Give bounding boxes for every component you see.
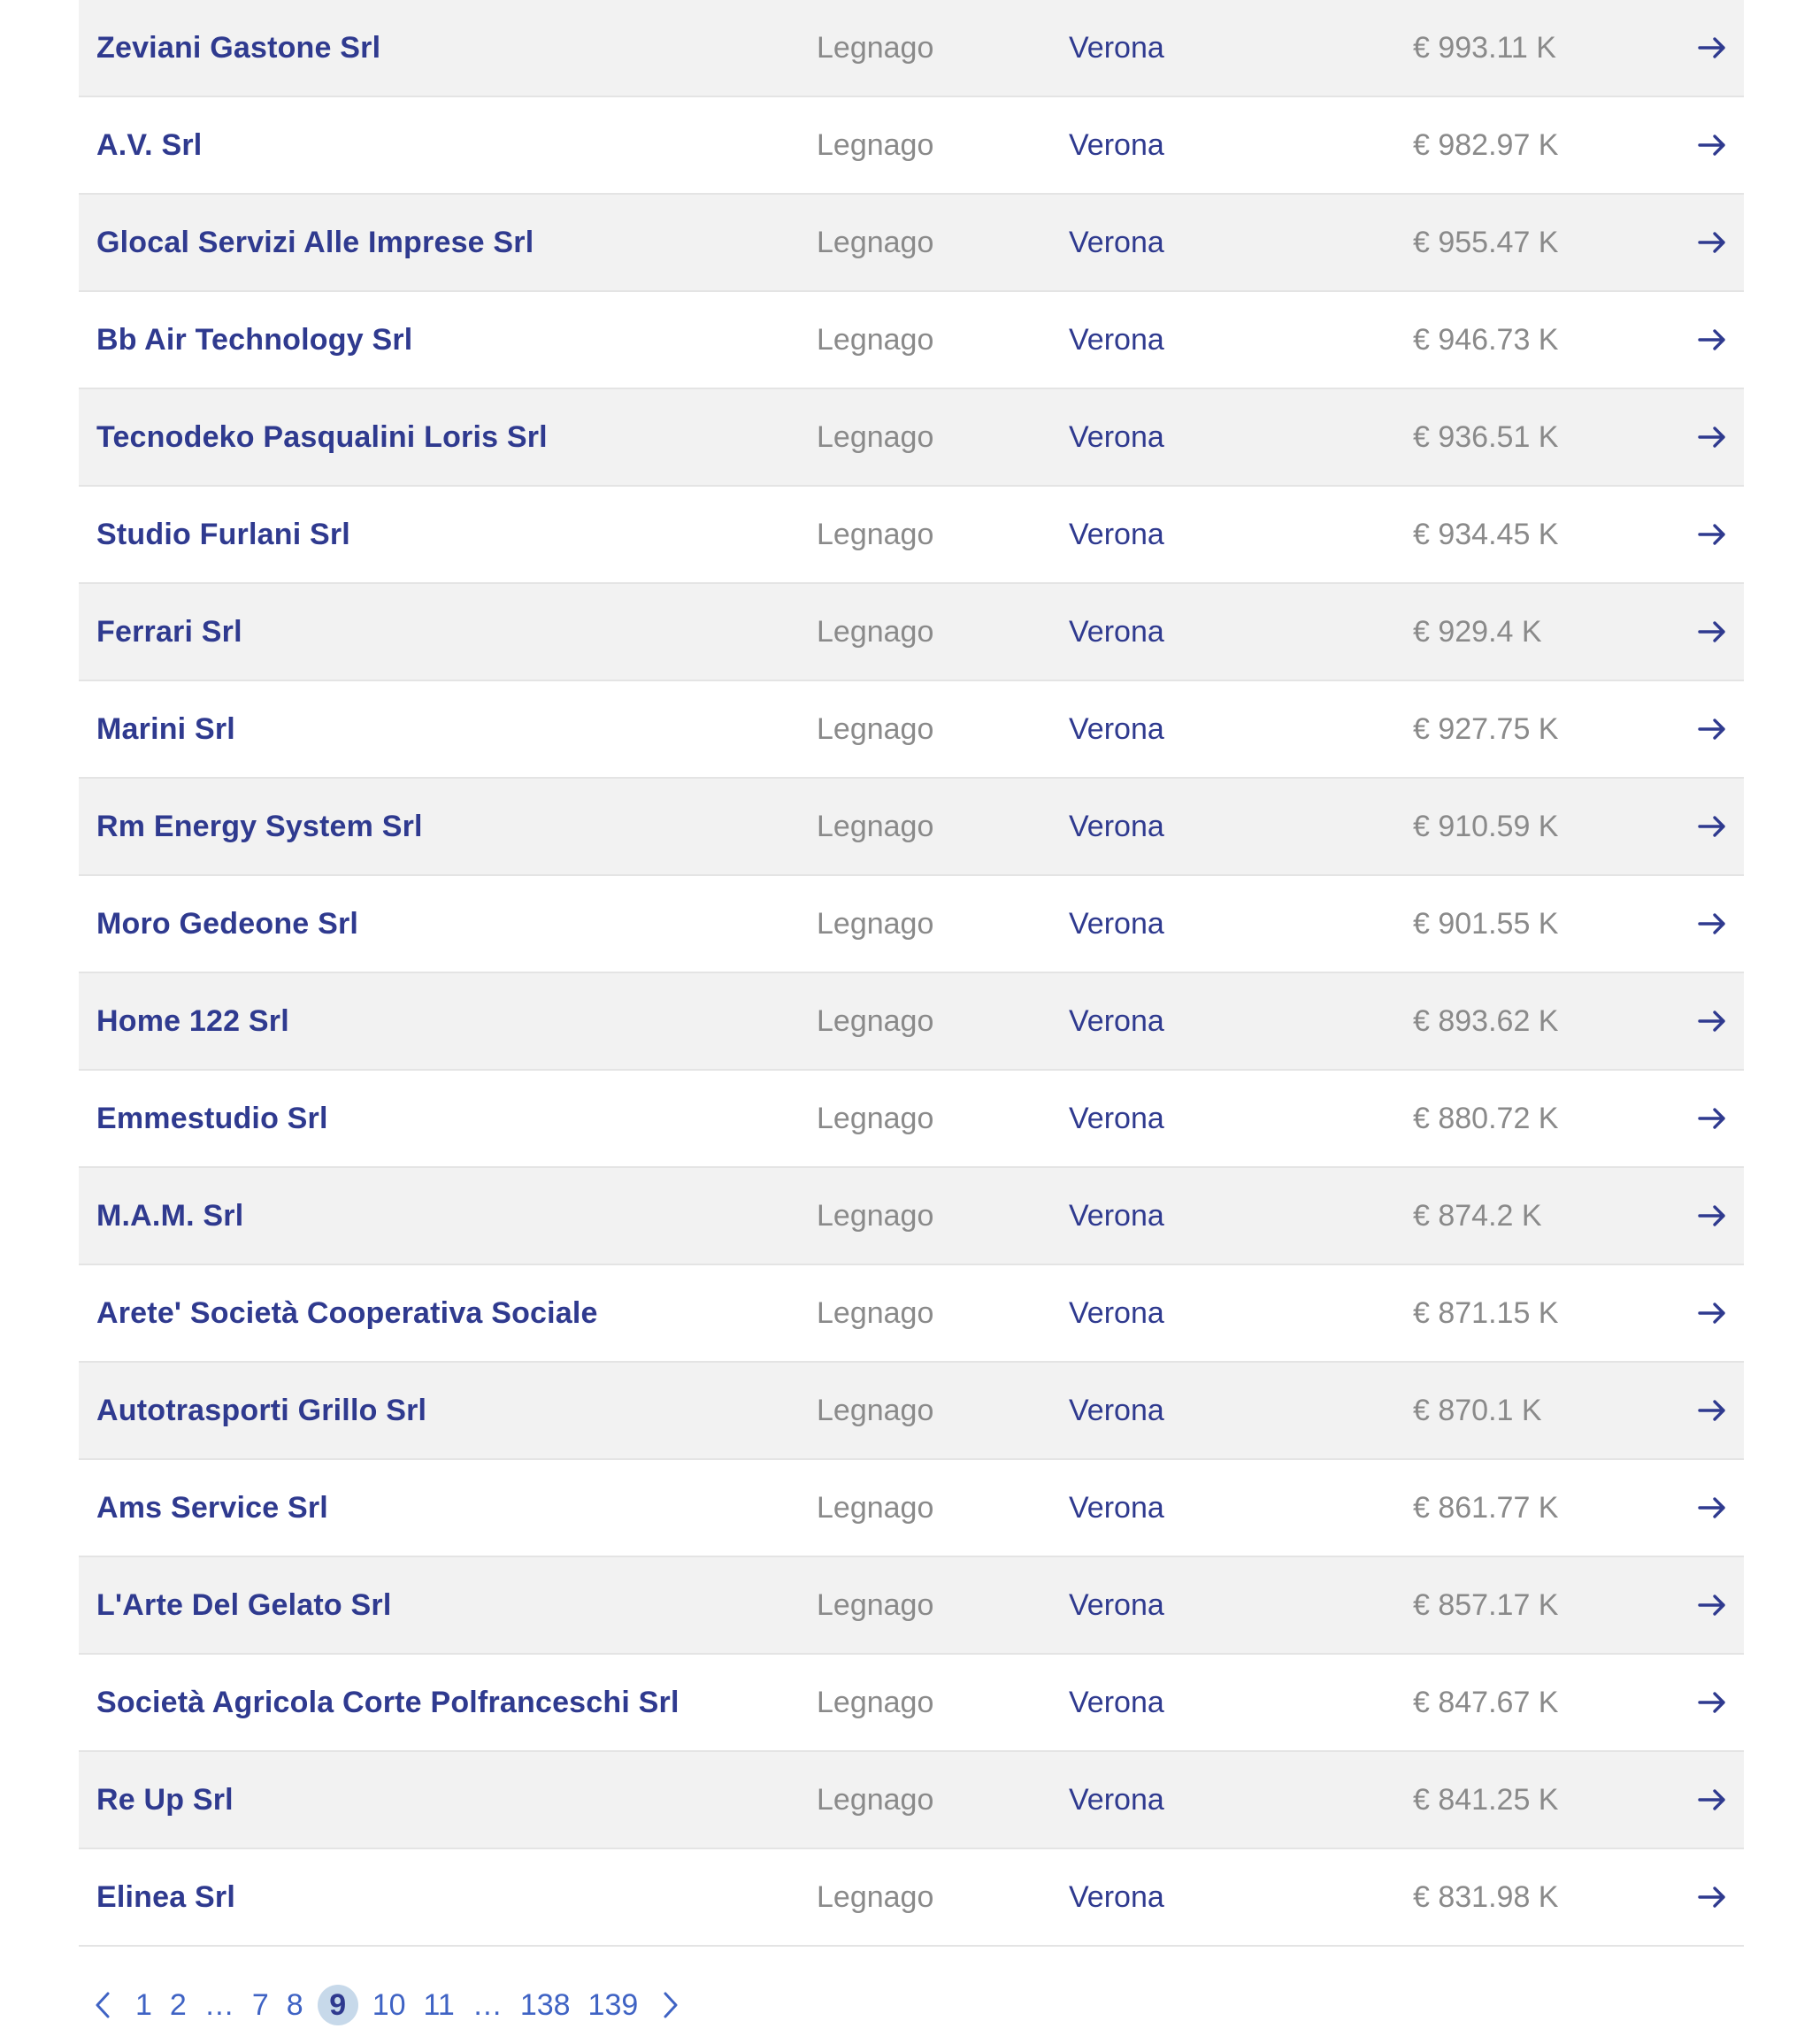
- company-city: Legnago: [817, 906, 934, 941]
- company-revenue: € 936.51 K: [1413, 419, 1559, 454]
- company-name[interactable]: Moro Gedeone Srl: [96, 906, 359, 941]
- table-row[interactable]: [79, 1071, 1744, 1168]
- company-revenue: € 870.1 K: [1413, 1393, 1542, 1427]
- company-name[interactable]: Ferrari Srl: [96, 614, 242, 649]
- company-city: Legnago: [817, 322, 934, 357]
- company-province: Verona: [1069, 614, 1164, 649]
- company-revenue: € 927.75 K: [1413, 711, 1559, 746]
- arrow-right-icon[interactable]: [1694, 584, 1730, 680]
- table-row[interactable]: [79, 1265, 1744, 1363]
- company-name[interactable]: Tecnodeko Pasqualini Loris Srl: [96, 419, 548, 454]
- company-revenue: € 982.97 K: [1413, 127, 1559, 162]
- company-province: Verona: [1069, 1003, 1164, 1038]
- company-province: Verona: [1069, 1782, 1164, 1817]
- company-province: Verona: [1069, 517, 1164, 551]
- company-province: Verona: [1069, 322, 1164, 357]
- company-name[interactable]: L'Arte Del Gelato Srl: [96, 1587, 392, 1622]
- table-row[interactable]: [79, 97, 1744, 195]
- company-province: Verona: [1069, 711, 1164, 746]
- table-row[interactable]: [79, 584, 1744, 681]
- company-rows: [79, 0, 1744, 1947]
- page-link[interactable]: 2: [169, 1987, 187, 2022]
- company-city: Legnago: [817, 1393, 934, 1427]
- table-row[interactable]: [79, 1752, 1744, 1849]
- company-name[interactable]: Zeviani Gastone Srl: [96, 30, 381, 65]
- company-province: Verona: [1069, 419, 1164, 454]
- company-revenue: € 910.59 K: [1413, 809, 1559, 843]
- arrow-right-icon[interactable]: [1694, 1168, 1730, 1264]
- arrow-right-icon[interactable]: [1694, 195, 1730, 290]
- company-name[interactable]: A.V. Srl: [96, 127, 203, 162]
- arrow-right-icon[interactable]: [1694, 1265, 1730, 1361]
- company-city: Legnago: [817, 1295, 934, 1330]
- company-revenue: € 946.73 K: [1413, 322, 1559, 357]
- table-row[interactable]: [79, 0, 1744, 97]
- page-link[interactable]: 1: [135, 1987, 152, 2022]
- company-province: Verona: [1069, 1393, 1164, 1427]
- company-revenue: € 934.45 K: [1413, 517, 1559, 551]
- table-row[interactable]: [79, 779, 1744, 876]
- company-city: Legnago: [817, 711, 934, 746]
- company-revenue: € 841.25 K: [1413, 1782, 1559, 1817]
- table-row[interactable]: [79, 1363, 1744, 1460]
- company-province: Verona: [1069, 127, 1164, 162]
- company-city: Legnago: [817, 1101, 934, 1135]
- company-city: Legnago: [817, 614, 934, 649]
- company-province: Verona: [1069, 1101, 1164, 1135]
- company-city: Legnago: [817, 1782, 934, 1817]
- arrow-right-icon[interactable]: [1694, 1460, 1730, 1556]
- arrow-right-icon[interactable]: [1694, 1557, 1730, 1653]
- company-province: Verona: [1069, 906, 1164, 941]
- company-city: Legnago: [817, 1490, 934, 1525]
- table-row[interactable]: [79, 195, 1744, 292]
- company-province: Verona: [1069, 1685, 1164, 1719]
- company-revenue: € 901.55 K: [1413, 906, 1559, 941]
- company-name[interactable]: M.A.M. Srl: [96, 1198, 244, 1233]
- company-province: Verona: [1069, 809, 1164, 843]
- company-province: Verona: [1069, 225, 1164, 259]
- company-province: Verona: [1069, 1295, 1164, 1330]
- page-current[interactable]: 9: [318, 1985, 358, 2025]
- pagination: [79, 1971, 695, 2039]
- company-revenue: € 929.4 K: [1413, 614, 1542, 649]
- table-row[interactable]: [79, 681, 1744, 779]
- page-link[interactable]: 138: [519, 1987, 571, 2022]
- arrow-right-icon[interactable]: [1694, 779, 1730, 874]
- page-link[interactable]: 10: [372, 1987, 406, 2022]
- company-revenue: € 831.98 K: [1413, 1879, 1559, 1914]
- company-table: [79, 0, 1744, 1947]
- arrow-right-icon[interactable]: [1694, 876, 1730, 972]
- arrow-right-icon[interactable]: [1694, 1849, 1730, 1945]
- arrow-right-icon[interactable]: [1694, 0, 1730, 96]
- table-row[interactable]: [79, 389, 1744, 487]
- company-revenue: € 861.77 K: [1413, 1490, 1559, 1525]
- company-city: Legnago: [817, 1685, 934, 1719]
- company-revenue: € 874.2 K: [1413, 1198, 1542, 1233]
- company-name[interactable]: Autotrasporti Grillo Srl: [96, 1393, 427, 1427]
- company-name[interactable]: Bb Air Technology Srl: [96, 322, 413, 357]
- chevron-left-icon[interactable]: [93, 1990, 112, 2020]
- table-row[interactable]: [79, 1557, 1744, 1655]
- page-ellipsis: …: [203, 1987, 234, 2022]
- company-city: Legnago: [817, 517, 934, 551]
- company-city: Legnago: [817, 30, 934, 65]
- table-row[interactable]: [79, 1655, 1744, 1752]
- table-row[interactable]: [79, 487, 1744, 584]
- company-name[interactable]: Studio Furlani Srl: [96, 517, 350, 551]
- company-city: Legnago: [817, 1003, 934, 1038]
- company-city: Legnago: [817, 1198, 934, 1233]
- company-province: Verona: [1069, 1587, 1164, 1622]
- company-revenue: € 871.15 K: [1413, 1295, 1559, 1330]
- arrow-right-icon[interactable]: [1694, 97, 1730, 193]
- arrow-right-icon[interactable]: [1694, 1071, 1730, 1166]
- company-city: Legnago: [817, 225, 934, 259]
- company-name[interactable]: Società Agricola Corte Polfranceschi Srl: [96, 1685, 680, 1719]
- company-name[interactable]: Arete' Società Cooperativa Sociale: [96, 1295, 598, 1330]
- arrow-right-icon[interactable]: [1694, 973, 1730, 1069]
- company-name[interactable]: Emmestudio Srl: [96, 1101, 328, 1135]
- company-revenue: € 880.72 K: [1413, 1101, 1559, 1135]
- company-city: Legnago: [817, 1879, 934, 1914]
- table-row[interactable]: [79, 973, 1744, 1071]
- company-revenue: € 847.67 K: [1413, 1685, 1559, 1719]
- company-city: Legnago: [817, 419, 934, 454]
- company-revenue: € 893.62 K: [1413, 1003, 1559, 1038]
- company-province: Verona: [1069, 30, 1164, 65]
- page-link[interactable]: 139: [587, 1987, 639, 2022]
- arrow-right-icon[interactable]: [1694, 1363, 1730, 1458]
- company-name[interactable]: Ams Service Srl: [96, 1490, 328, 1525]
- arrow-right-icon[interactable]: [1694, 1655, 1730, 1750]
- company-name[interactable]: Home 122 Srl: [96, 1003, 289, 1038]
- page-link[interactable]: 7: [251, 1987, 269, 2022]
- arrow-right-icon[interactable]: [1694, 681, 1730, 777]
- company-name[interactable]: Elinea Srl: [96, 1879, 235, 1914]
- table-row[interactable]: [79, 1849, 1744, 1947]
- company-revenue: € 955.47 K: [1413, 225, 1559, 259]
- company-city: Legnago: [817, 127, 934, 162]
- page-link[interactable]: 11: [423, 1987, 455, 2022]
- arrow-right-icon[interactable]: [1694, 389, 1730, 485]
- arrow-right-icon[interactable]: [1694, 487, 1730, 582]
- page-ellipsis: …: [472, 1987, 503, 2022]
- company-city: Legnago: [817, 809, 934, 843]
- company-name[interactable]: Rm Energy System Srl: [96, 809, 423, 843]
- arrow-right-icon[interactable]: [1694, 1752, 1730, 1848]
- company-city: Legnago: [817, 1587, 934, 1622]
- table-row[interactable]: [79, 1168, 1744, 1265]
- company-name[interactable]: Glocal Servizi Alle Imprese Srl: [96, 225, 534, 259]
- arrow-right-icon[interactable]: [1694, 292, 1730, 388]
- company-revenue: € 857.17 K: [1413, 1587, 1559, 1622]
- company-province: Verona: [1069, 1490, 1164, 1525]
- company-province: Verona: [1069, 1198, 1164, 1233]
- company-province: Verona: [1069, 1879, 1164, 1914]
- company-name[interactable]: Marini Srl: [96, 711, 235, 746]
- table-row[interactable]: [79, 876, 1744, 973]
- page-link[interactable]: 8: [286, 1987, 303, 2022]
- company-name[interactable]: Re Up Srl: [96, 1782, 234, 1817]
- page-list: [127, 1985, 647, 2025]
- chevron-right-icon[interactable]: [661, 1990, 680, 2020]
- table-row[interactable]: [79, 1460, 1744, 1557]
- table-row[interactable]: [79, 292, 1744, 389]
- company-revenue: € 993.11 K: [1413, 30, 1556, 65]
